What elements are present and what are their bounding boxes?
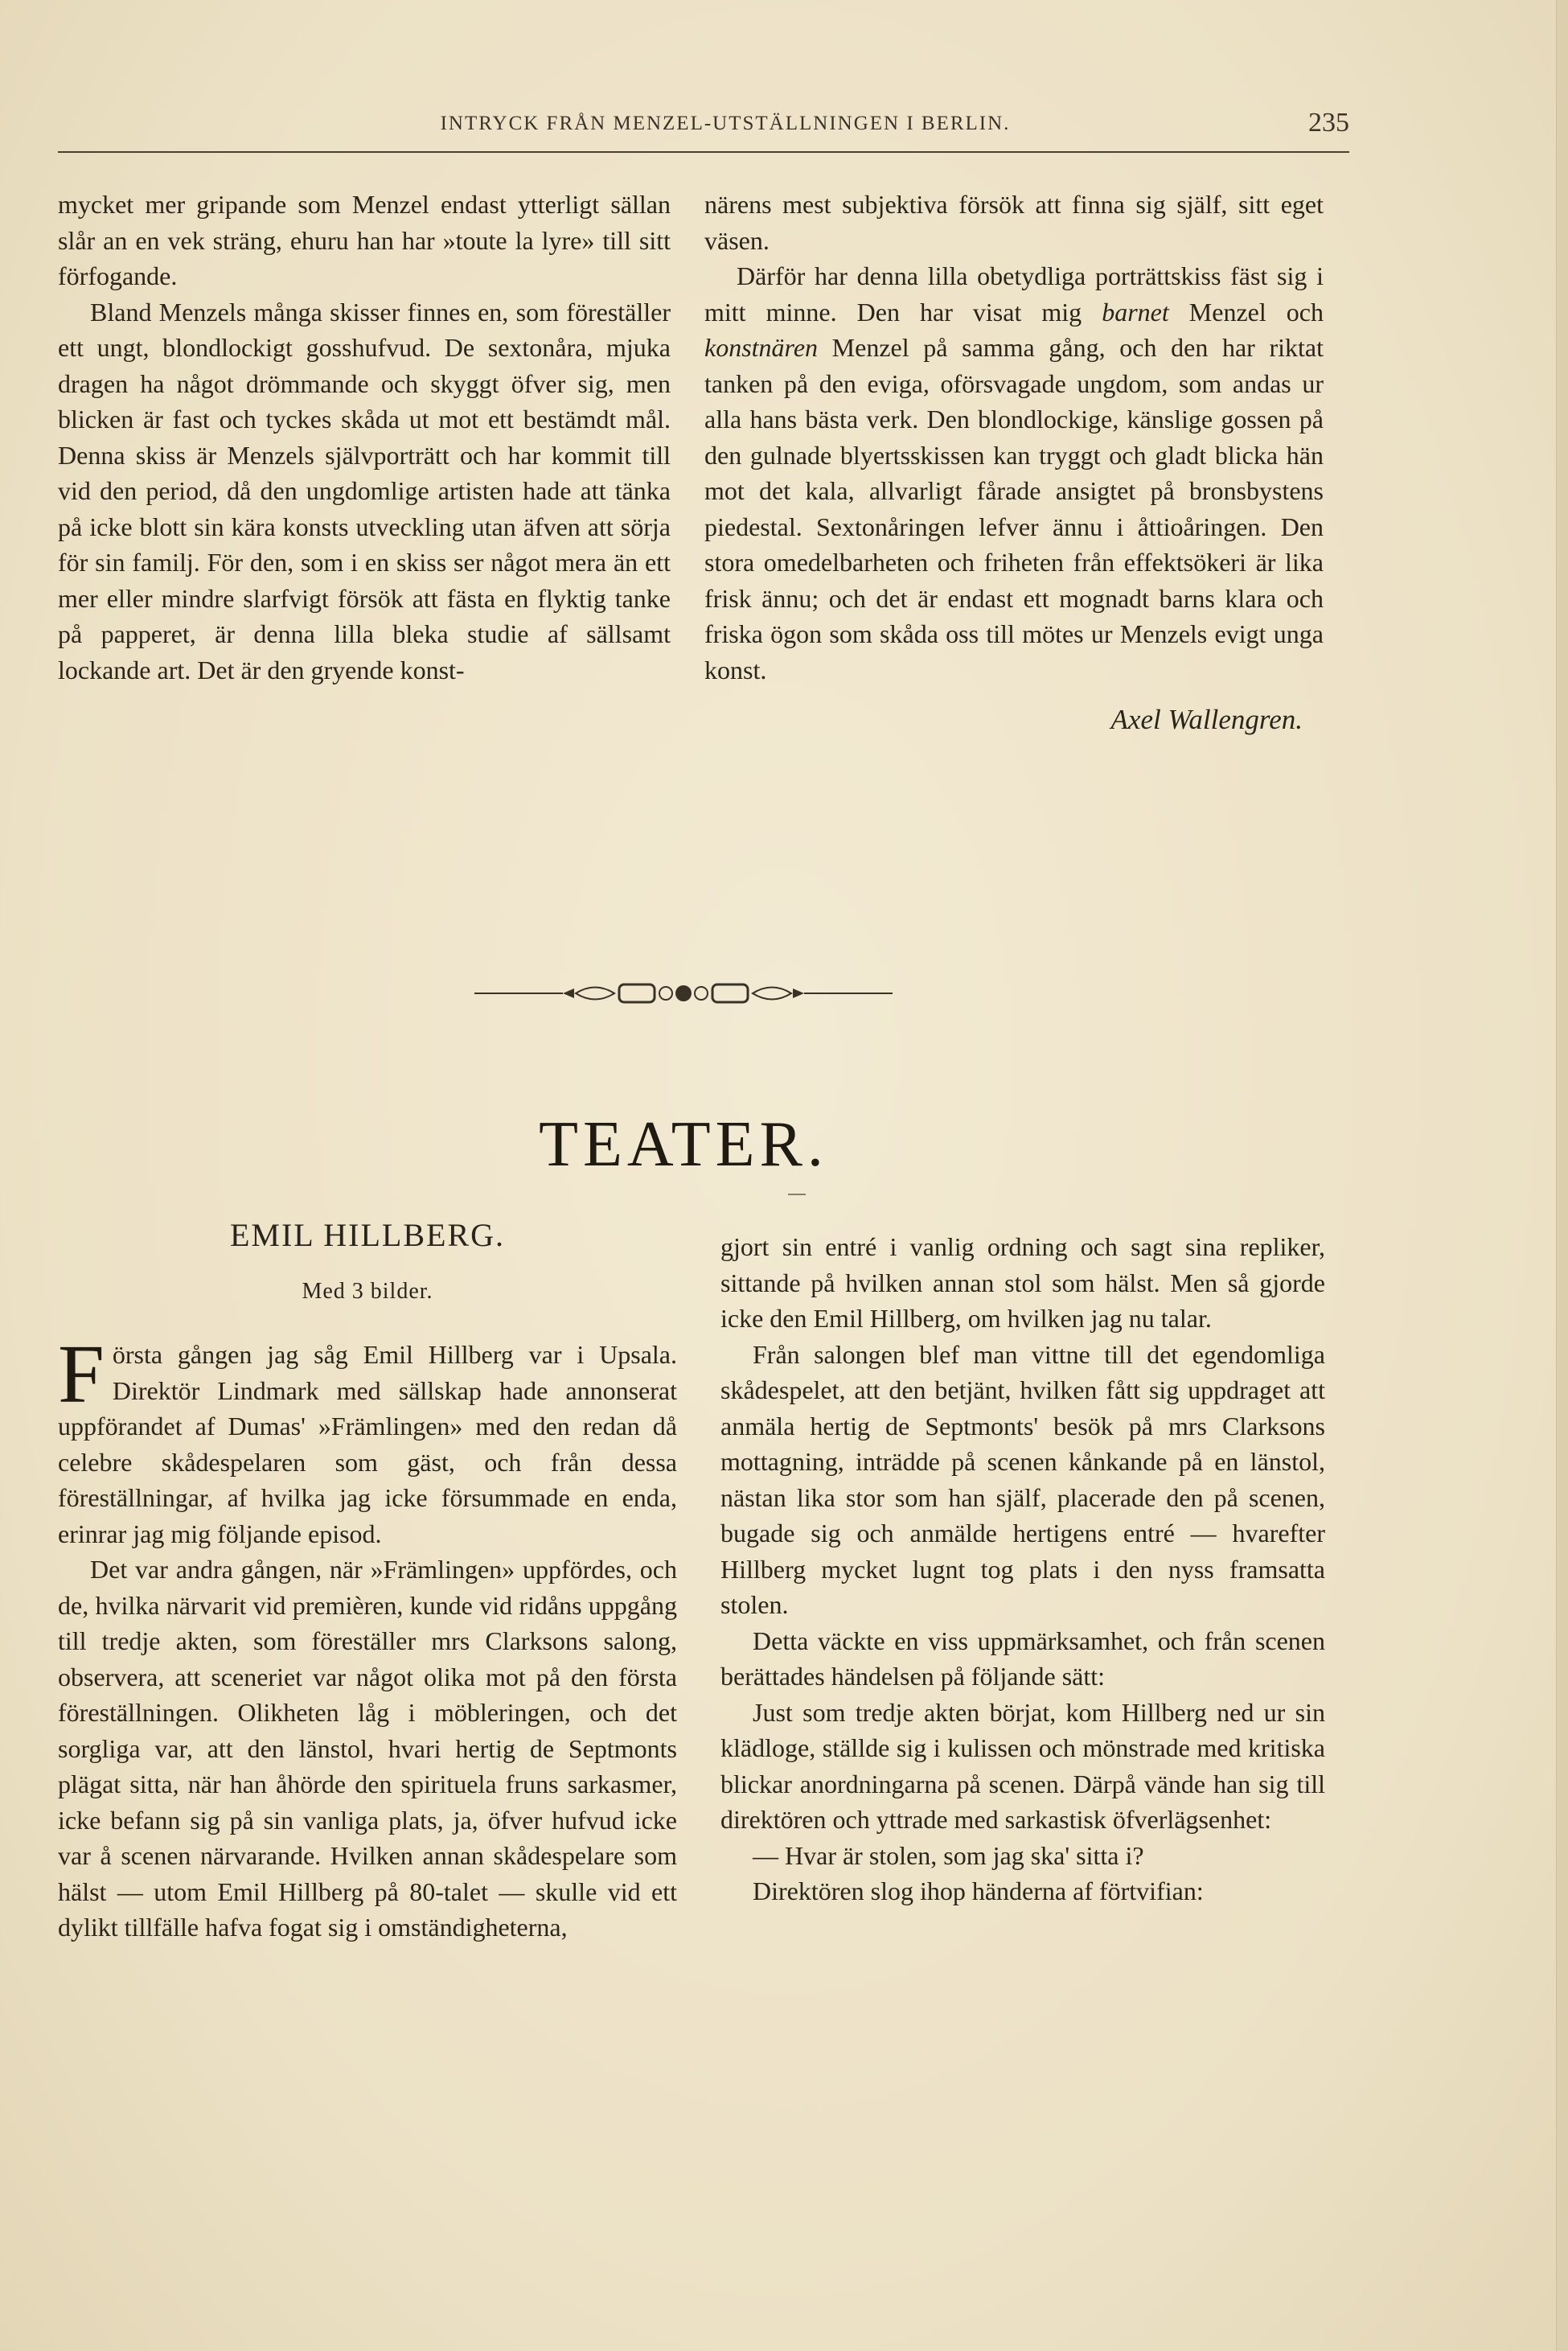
paragraph: Från salongen blef man vittne till det egendomliga skådespelet, att den betjänt, hvilken fått sig uppdraget att anmäla hertig de Septmonts' besök på mrs Clarksons mottagning, inträdde på scenen kånkande på en länstol, nästan lika stor som han själf, placerade den på scenen, bugade sig och anmälde hertigens entré — hvarefter Hillberg mycket lugnt tog plats i den nyss framsatta stolen. <box>720 1339 1325 1619</box>
paragraph: närens mest subjektiva försök att finna sig själf, sitt eget väsen. <box>704 190 1324 255</box>
emphasis-barnet: barnet <box>1102 297 1169 327</box>
menzel-column-right <box>704 187 1324 738</box>
paragraph: Detta väckte en viss uppmärksamhet, och från scenen berättades händelsen på följande sätt: <box>720 1626 1325 1691</box>
header-rule <box>58 151 1349 153</box>
running-header <box>58 108 1349 156</box>
hillberg-column-left <box>58 1328 677 1946</box>
article-title: EMIL HILLBERG. <box>229 1217 506 1253</box>
running-title: INTRYCK FRÅN MENZEL-UTSTÄLLNINGEN I BERLIN. <box>440 113 1011 134</box>
paragraph: Det var andra gången, när »Främlingen» uppfördes, och de, hvilka närvarit vid premièren, kunde vid ridåns uppgång till tredje akten, som föreställer mrs Clarksons salong, observera, att sceneriet var något olika mot på den första föreställningen. Olikheten låg i möbleringen, och det sorgliga var, att den länstol, hvari hertig de Septmonts plägat sitta, när han åhörde den spirituela fruns sarkasmer, icke befann sig på sin vanliga plats, ja, öfver hufvud icke var å scenen närvarande. Hvilken annan skådespelare som hälst — utom Emil Hillberg på 80-talet — skulle vid ett dylikt tillfälle hafva fogat sig i omständigheterna, <box>58 1555 677 1942</box>
paragraph: mycket mer gripande som Menzel endast ytterligt sällan slår an en vek sträng, ehuru han har »toute la lyre» till sitt förfogande. <box>58 190 671 290</box>
article-subtitle: Med 3 bilder. <box>302 1279 433 1304</box>
paragraph: gjort sin entré i vanlig ordning och sagt sina repliker, sittande på hvilken annan stol som hälst. Men så gjorde icke den Emil Hillberg, om hvilken jag nu talar. <box>720 1232 1325 1333</box>
paragraph <box>58 1328 677 1552</box>
emphasis-konstnaren: konstnären <box>704 333 819 362</box>
decorative-ornament <box>474 975 893 1012</box>
paragraph: Bland Menzels många skisser finnes en, som föreställer ett ungt, blondlockigt gosshufvud. De sextonåra, mjuka dragen ha något drömmande och skyggt öfver sig, men blicken är fast och tyckes skåda ut mot ett bestämdt mål. Denna skiss är Menzels självporträtt och har kommit till vid den period, då den ungdomlige artisten hade att tänka på icke blott sin kära konsts utveckling utan äfven att sörja för sin familj. För den, som i en skiss ser något mera än ett mer eller mindre slarfvigt försök att fästa en flyktig tanke på papperet, är denna lilla bleka studie af sällsamt lockande art. Det är den gryende konst- <box>58 297 671 684</box>
menzel-column-left <box>58 187 671 688</box>
section-heading: TEATER. <box>539 1109 828 1180</box>
dialogue-line: — Hvar är stolen, som jag ska' sitta i? <box>753 1840 1144 1870</box>
paragraph: Direktören slog ihop händerna af förtvifian: <box>753 1876 1204 1905</box>
text-run: Därför har denna lilla obetydliga porträttskiss fäst sig i mitt minne. Den har visat mig <box>704 261 1324 327</box>
paragraph <box>704 258 1324 688</box>
paragraph: Just som tredje akten börjat, kom Hillberg ned ur sin klädloge, ställde sig i kulissen och mönstrade med kritiska blickar anordningarna på scenen. Därpå vände han sig till direktören och yttrade med sarkastisk öfverlägsenhet: <box>720 1697 1325 1834</box>
text-run: Menzel på samma gång, och den har riktat tanken på den eviga, oförsvagade ungdom, som andas ur alla hans bästa verk. Den blondlockige, känslige gossen på den gulnade blyertsskissen kan tryggt och gladt blicka hän mot det kala, allvarligt fårade ansigtet på bronsbystens piedestal. Sextonåringen lefver ännu i åttioåringen. Den stora omedelbarheten och friheten från effektsökeri är lika frisk ännu; och det är endast ett mognadt barns klara och friska ögon som skåda oss till mötes ur Menzels evigt unga konst. <box>704 333 1324 684</box>
page-number: 235 <box>1308 108 1349 138</box>
divider <box>788 1194 806 1195</box>
hillberg-column-right <box>720 1229 1325 1909</box>
drop-cap: F <box>58 1328 105 1420</box>
author-signature: Axel Wallengren. <box>1110 704 1303 735</box>
text-run: örsta gången jag såg Emil Hillberg var i Upsala. Direktör Lindmark med sällskap hade annonserat uppförandet af Dumas' »Främlingen» med den redan då celebre skådespelaren som gäst, och från dessa föreställningar, af hvilka jag icke försummade en enda, erinrar jag mig följande episod. <box>58 1340 677 1548</box>
text-run: Menzel och <box>1168 297 1324 327</box>
page-edge <box>1556 0 1568 2351</box>
